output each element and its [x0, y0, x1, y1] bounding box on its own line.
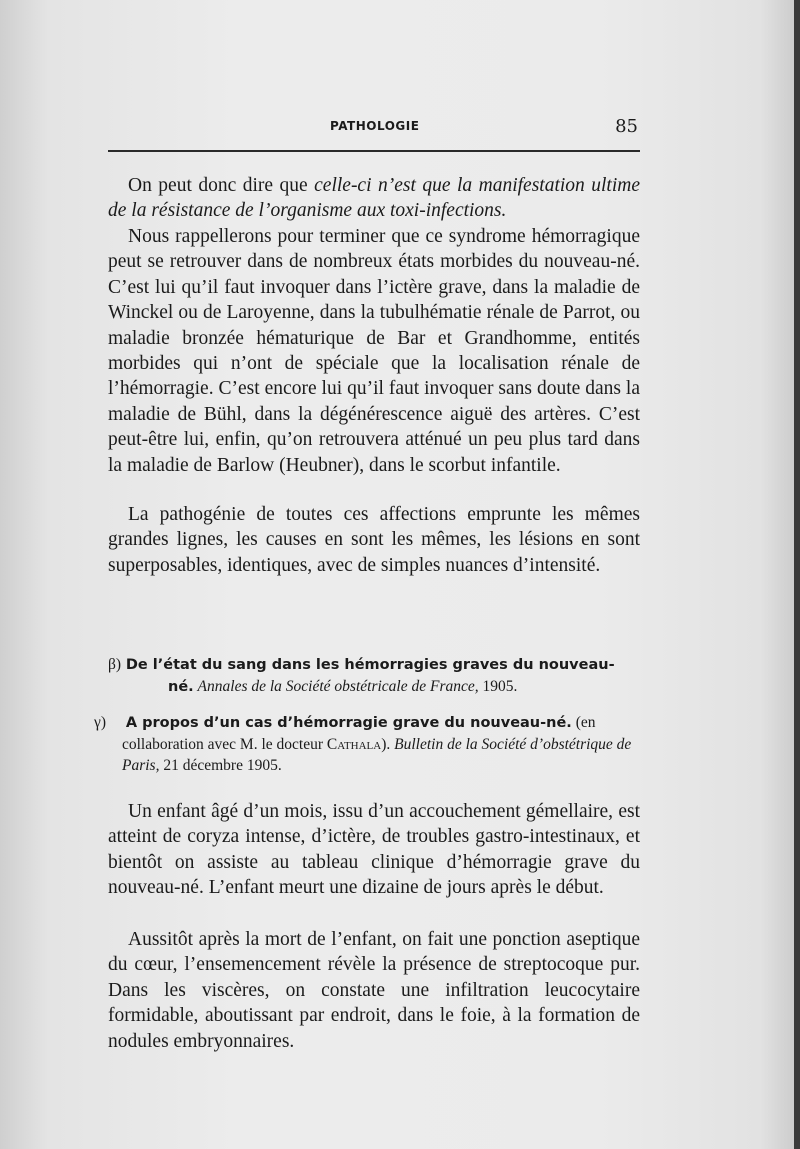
page-number: 85 [615, 116, 638, 137]
scan-edge [794, 0, 800, 1149]
reference-title: A propos d’un cas d’hémorragie grave du nouveau-né. [125, 715, 572, 731]
reference-gamma [94, 712, 640, 776]
reference-beta [108, 654, 640, 698]
paragraph-case [108, 799, 640, 901]
reference-year: 1905. [482, 678, 518, 695]
syndrome-text: Nous rappellerons pour terminer que ce syndrome hémorragique peut se retrouver dans de nombreux états morbides du nouveau-né. C’est lui qu’il faut invoquer dans l’ictère grave, dans la maladie de Winckel ou de Laroyenne, dans la tubulhématie rénale de Parrot, ou maladie bronzée hématurique de Bar et Grandhomme, entités morbides qui n’ont de spéciale que la localisation rénale de l’hémorragie. C’est encore lui qu’il faut invoquer sans doute dans la maladie de Bühl, dans la dégénérescence aiguë des artères. C’est peut-être lui, enfin, qu’on retrouvera atténué un peu plus tard dans la maladie de Barlow (Heubner), dans le scorbut infantile. [108, 226, 640, 476]
case-text: Un enfant âgé d’un mois, issu d’un accouchement gémellaire, est atteint de coryza intense, d’ictère, de troubles gastro-intestinaux, et bientôt on assiste au tableau clinique d’hémorragie grave du nouveau-né. L’enfant meurt une dizaine de jours après le début. [108, 801, 640, 899]
reference-title-end: né. [168, 679, 194, 695]
reference-collab-name: Cathala [326, 736, 382, 753]
page-header [108, 116, 640, 140]
reference-collab: (en collaboration avec M. le docteur [122, 714, 596, 753]
reference-journal: Bulletin de la Société d’obstétrique de Paris, [122, 736, 632, 774]
paragraph-conclusion [108, 173, 640, 224]
paragraph-syndrome [108, 224, 640, 478]
reference-collab-end: ). [381, 736, 391, 753]
header-rule [108, 150, 640, 152]
paragraph-autopsy [108, 927, 640, 1054]
reference-marker: γ) [94, 714, 107, 731]
autopsy-text: Aussitôt après la mort de l’enfant, on fait une ponction aseptique du cœur, l’ensemencement révèle la présence de streptocoque pur. Dans les viscères, on constate une infiltration leucocytaire formidable, aboutissant par endroit, dans le foie, à la formation de nodules embryonnaires. [108, 929, 640, 1052]
conclusion-italic: celle-ci n’est que la manifestation ultime de la résistance de l’organisme aux toxi-infections. [108, 175, 640, 222]
reference-date: 21 décembre 1905. [163, 757, 282, 774]
running-head: PATHOLOGIE [330, 119, 420, 133]
paragraph-pathogenie [108, 502, 640, 578]
pathogenie-text: La pathogénie de toutes ces affections emprunte les mêmes grandes lignes, les causes en sont les mêmes, les lésions en sont superposables, identiques, avec de simples nuances d’intensité. [108, 504, 640, 576]
reference-title: De l’état du sang dans les hémorragies graves du nouveau- [125, 657, 615, 673]
reference-journal: Annales de la Société obstétricale de France, [197, 678, 479, 695]
reference-marker: β) [108, 656, 122, 673]
conclusion-lead: On peut donc dire que [128, 175, 315, 196]
